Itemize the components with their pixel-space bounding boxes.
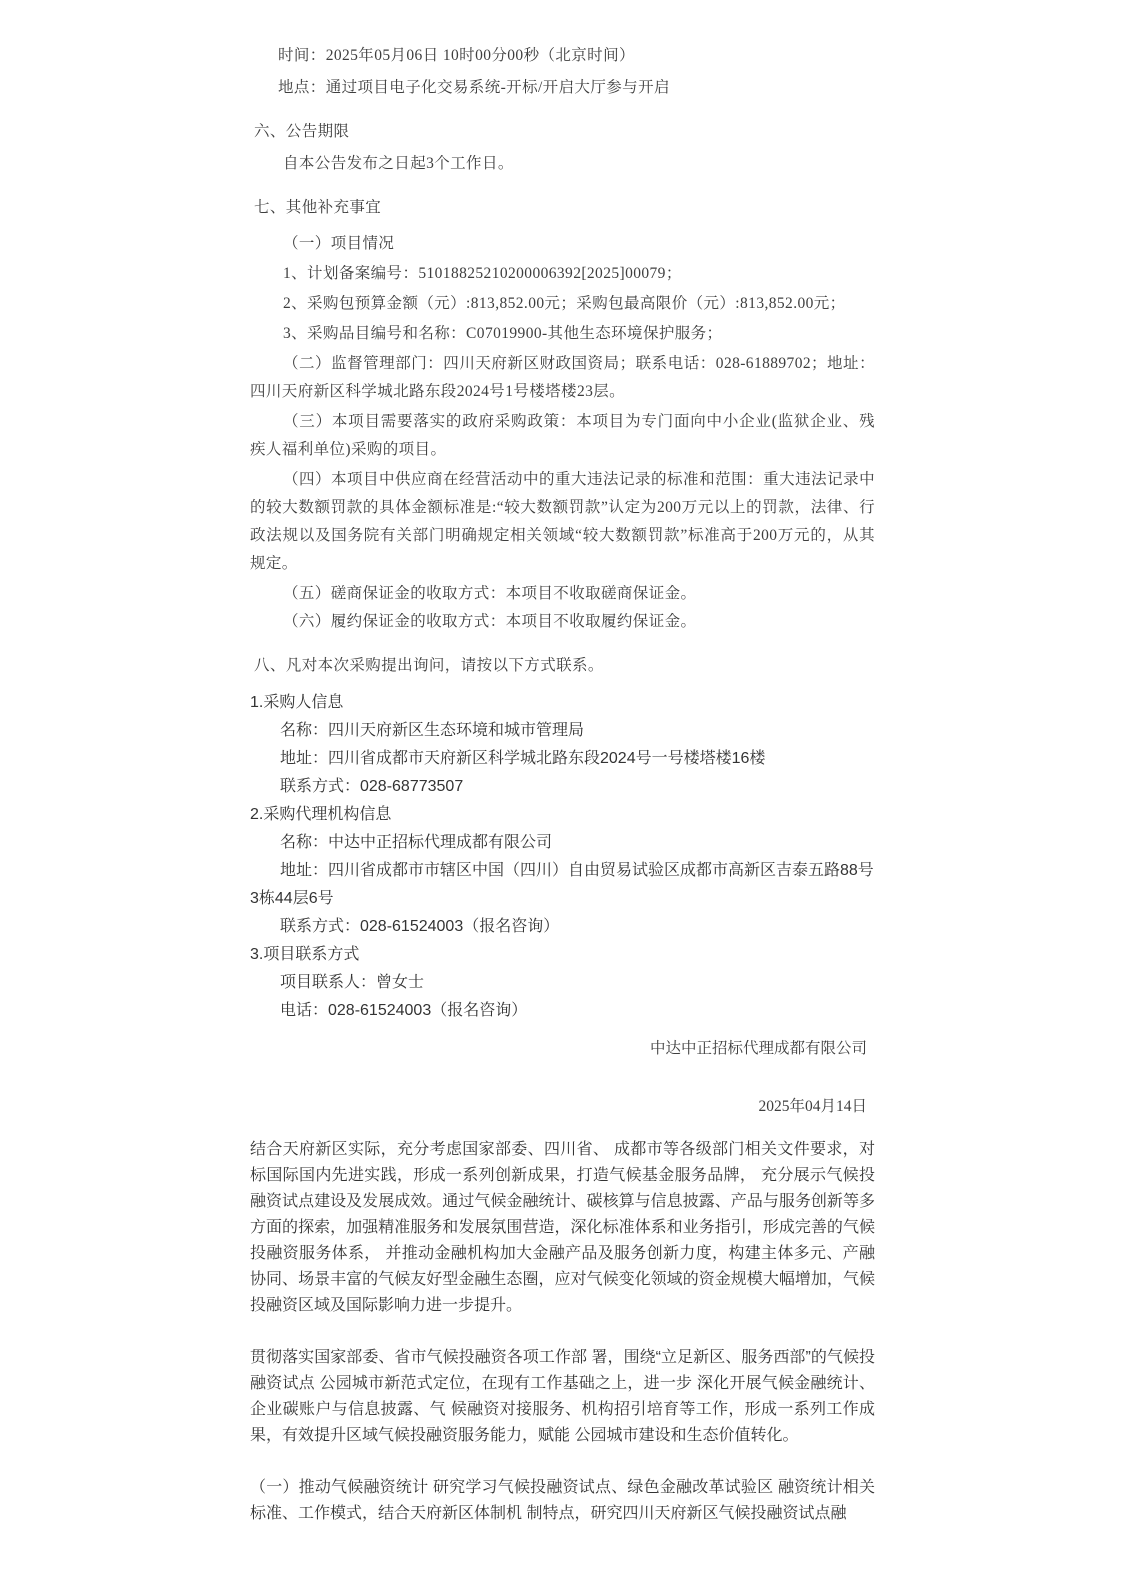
plan-record-number-line: 1、计划备案编号：51018825210200006392[2025]00079； <box>283 265 682 282</box>
purchaser-info-title: 1.采购人信息 <box>250 694 344 711</box>
purchaser-name: 名称：四川天府新区生态环境和城市管理局 <box>280 722 585 739</box>
procurement-item-line: 3、采购品目编号和名称：C07019900-其他生态环境保护服务； <box>283 325 723 342</box>
agency-name: 名称：中达中正招标代理成都有限公司 <box>280 834 553 851</box>
opening-place-line: 地点：通过项目电子化交易系统-开标/开启大厅参与开启 <box>278 79 670 96</box>
signature-date: 2025年04月14日 <box>758 1098 867 1115</box>
supervision-department-paragraph: （二）监督管理部门：四川天府新区财政国资局；联系电话：028-61889702；地址：四川天府新区科学城北路东段2024号1号楼塔楼23层。 <box>250 355 875 400</box>
agency-address: 地址：四川省成都市市辖区中国（四川）自由贸易试验区成都市高新区吉泰五路88号3栋44层6号 <box>250 862 874 907</box>
appendix-paragraph-3: （一）推动气候融资统计 研究学习气候投融资试点、绿色金融改革试验区 融资统计相关标准、工作模式，结合天府新区体制机 制特点，研究四川天府新区气候投融资试点融 <box>250 1479 875 1522</box>
announcement-period-body: 自本公告发布之日起3个工作日。 <box>283 155 514 172</box>
agency-info-title: 2.采购代理机构信息 <box>250 806 392 823</box>
performance-deposit-line: （六）履约保证金的收取方式：本项目不收取履约保证金。 <box>283 613 697 630</box>
consultation-deposit-line: （五）磋商保证金的收取方式：本项目不收取磋商保证金。 <box>283 585 697 602</box>
appendix-paragraph-2: 贯彻落实国家部委、省市气候投融资各项工作部 署，围绕“立足新区、服务西部”的气候投融资试点 公园城市新范式定位，在现有工作基础之上，进一步 深化开展气候金融统计、企业碳账户与信息披露、气 候融资对接服务、机构招引培育等工作，形成一系列工作成果，有效提升区域气候投融资服务能力，赋能 公园城市建设和生态价值转化。 <box>250 1349 875 1444</box>
project-contact-title: 3.项目联系方式 <box>250 946 360 963</box>
signature-company: 中达中正招标代理成都有限公司 <box>649 1040 867 1057</box>
budget-amount-line: 2、采购包预算金额（元）:813,852.00元；采购包最高限价（元）:813,852.00元； <box>283 295 846 312</box>
procurement-policy-paragraph: （三）本项目需要落实的政府采购政策：本项目为专门面向中小企业(监狱企业、残疾人福利单位)采购的项目。 <box>250 413 875 458</box>
project-contact-phone: 电话：028-61524003（报名咨询） <box>280 1002 528 1019</box>
inquiry-heading: 八、凡对本次采购提出询问，请按以下方式联系。 <box>254 657 604 674</box>
appendix-paragraph-1: 结合天府新区实际，充分考虑国家部委、四川省、 成都市等各级部门相关文件要求，对标国际国内先进实践，形成一系列创新成果，打造气候基金服务品牌， 充分展示气候投融资试点建设及发展成效。通过气候金融统计、碳核算与信息披露、产品与服务创新等多方面的探索，加强精准服务和发展氛围营造，深化标准体系和业务指引，形成完善的气候投融资服务体系， 并推动金融机构加大金融产品及服务创新力度，构建主体多元、产融协同、场景丰富的气候友好型金融生态圈，应对气候变化领域的资金规模大幅增加，气候 投融资区域及国际影响力进一步提升。 <box>250 1141 875 1314</box>
purchaser-contact: 联系方式：028-68773507 <box>280 778 464 795</box>
other-matters-heading: 七、其他补充事宜 <box>254 199 382 216</box>
project-contact-person: 项目联系人：曾女士 <box>280 974 425 991</box>
major-violation-paragraph: （四）本项目中供应商在经营活动中的重大违法记录的标准和范围：重大违法记录中的较大数额罚款的具体金额标准是:“较大数额罚款”认定为200万元以上的罚款，法律、行政法规以及国务院有关部门明确规定相关领域“较大数额罚款”标准高于200万元的，从其规定。 <box>250 471 875 572</box>
announcement-period-heading: 六、公告期限 <box>254 123 350 140</box>
opening-time-line: 时间：2025年05月06日 10时00分00秒（北京时间） <box>278 47 635 64</box>
project-info-title: （一）项目情况 <box>283 235 395 252</box>
agency-contact: 联系方式：028-61524003（报名咨询） <box>280 918 560 935</box>
purchaser-address: 地址：四川省成都市天府新区科学城北路东段2024号一号楼塔楼16楼 <box>280 750 766 767</box>
